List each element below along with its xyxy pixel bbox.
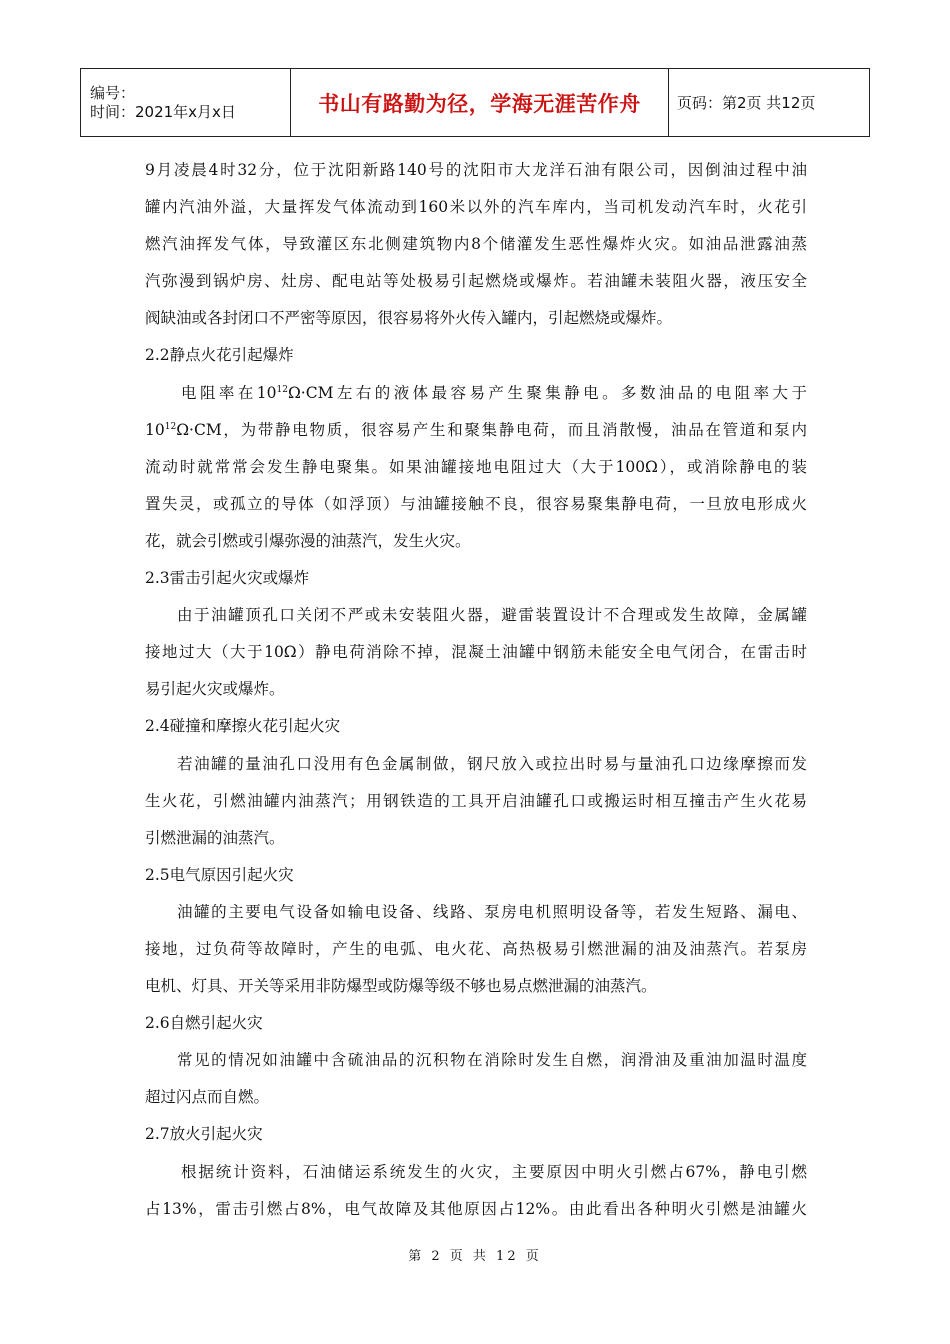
section-heading-2-7: 2.7放火引起火灾: [145, 1125, 263, 1144]
header-page-info: 页码：第2页 共12页: [669, 69, 870, 137]
document-header: [80, 68, 870, 137]
text-fragment: 电阻率在10: [181, 383, 277, 402]
text-line: 占13%，雷击引燃占8%，电气故障及其他原因占12%。由此看出各种明火引燃是油罐火: [145, 1199, 807, 1218]
section-heading-2-3: 2.3雷击引起火灾或爆炸: [145, 569, 310, 588]
page-footer: 第 2 页 共 12 页: [408, 1249, 542, 1264]
text-line: 阀缺油或各封闭口不严密等原因，很容易将外火传入罐内，引起燃烧或爆炸。: [145, 309, 673, 328]
document-number-label: 编号：: [90, 83, 136, 102]
text-line: [145, 375, 807, 412]
superscript: 12: [276, 384, 288, 395]
document-date: 时间：2021年x月x日: [90, 102, 236, 121]
text-line: 由于油罐顶孔口关闭不严或未安装阻火器，避雷装置设计不合理或发生故障，金属罐: [177, 606, 807, 625]
text-line: [145, 412, 807, 449]
text-line: 易引起火灾或爆炸。: [145, 680, 285, 699]
section-heading-2-2: 2.2静点火花引起爆炸: [145, 346, 294, 365]
text-line: 超过闪点而自燃。: [145, 1088, 270, 1107]
text-line: 常见的情况如油罐中含硫油品的沉积物在消除时发生自燃，润滑油及重油加温时温度: [177, 1051, 807, 1070]
text-line: 花，就会引燃或引爆弥漫的油蒸汽，发生火灾。: [145, 531, 471, 550]
text-line: 生火花，引燃油罐内油蒸汽；用钢铁造的工具开启油罐孔口或搬运时相互撞击产生火花易: [145, 791, 807, 810]
text-line: 若油罐的量油孔口没用有色金属制做，钢尺放入或拉出时易与量油孔口边缘摩擦而发: [177, 754, 807, 773]
text-line: 电机、灯具、开关等采用非防爆型或防爆等级不够也易点燃泄漏的油蒸汽。: [145, 977, 657, 996]
superscript: 12: [164, 421, 177, 432]
text-line: 流动时就常常会发生静电聚集。如果油罐接地电阻过大（大于100Ω），或消除静电的装: [145, 457, 807, 476]
text-line: 接地，过负荷等故障时，产生的电弧、电火花、高热极易引燃泄漏的油及油蒸汽。若泵房: [145, 939, 807, 958]
text-line: 9月凌晨4时32分，位于沈阳新路140号的沈阳市大龙洋石油有限公司，因倒油过程中油: [145, 161, 807, 179]
text-line: 接地过大（大于10Ω）静电荷消除不掉，混凝土油罐中钢筋未能安全电气闭合，在雷击时: [145, 643, 807, 662]
text-line: 引燃泄漏的油蒸汽。: [145, 828, 285, 847]
text-fragment: Ω·CM，为带静电物质，很容易产生和聚集静电荷，而且消散慢，油品在管道和泵内: [176, 420, 807, 439]
header-motto: 书山有路勤为径，学海无涯苦作舟: [291, 69, 669, 137]
text-line: 汽弥漫到锅炉房、灶房、配电站等处极易引起燃烧或爆炸。若油罐未装阻火器，液压安全: [145, 272, 807, 291]
header-meta: [81, 69, 291, 137]
section-heading-2-6: 2.6自燃引起火灾: [145, 1014, 263, 1033]
text-line: 油罐的主要电气设备如输电设备、线路、泵房电机照明设备等，若发生短路、漏电、: [177, 902, 807, 921]
section-heading-2-5: 2.5电气原因引起火灾: [145, 865, 294, 884]
text-fragment: Ω·CM左右的液体最容易产生聚集静电。多数油品的电阻率大于: [287, 383, 807, 402]
text-fragment: 10: [145, 420, 165, 439]
text-line: 罐内汽油外溢，大量挥发气体流动到160米以外的汽车库内，当司机发动汽车时，火花引: [145, 198, 807, 217]
text-line: 燃汽油挥发气体，导致灌区东北侧建筑物内8个储灌发生恶性爆炸火灾。如油品泄露油蒸: [145, 235, 807, 254]
text-line: 根据统计资料，石油储运系统发生的火灾，主要原因中明火引燃占67%，静电引燃: [181, 1162, 807, 1181]
section-heading-2-4: 2.4碰撞和摩擦火花引起火灾: [145, 717, 341, 736]
document-body: [145, 152, 807, 1228]
text-line: 置失灵，或孤立的导体（如浮顶）与油罐接触不良，很容易聚集静电荷，一旦放电形成火: [145, 494, 807, 513]
